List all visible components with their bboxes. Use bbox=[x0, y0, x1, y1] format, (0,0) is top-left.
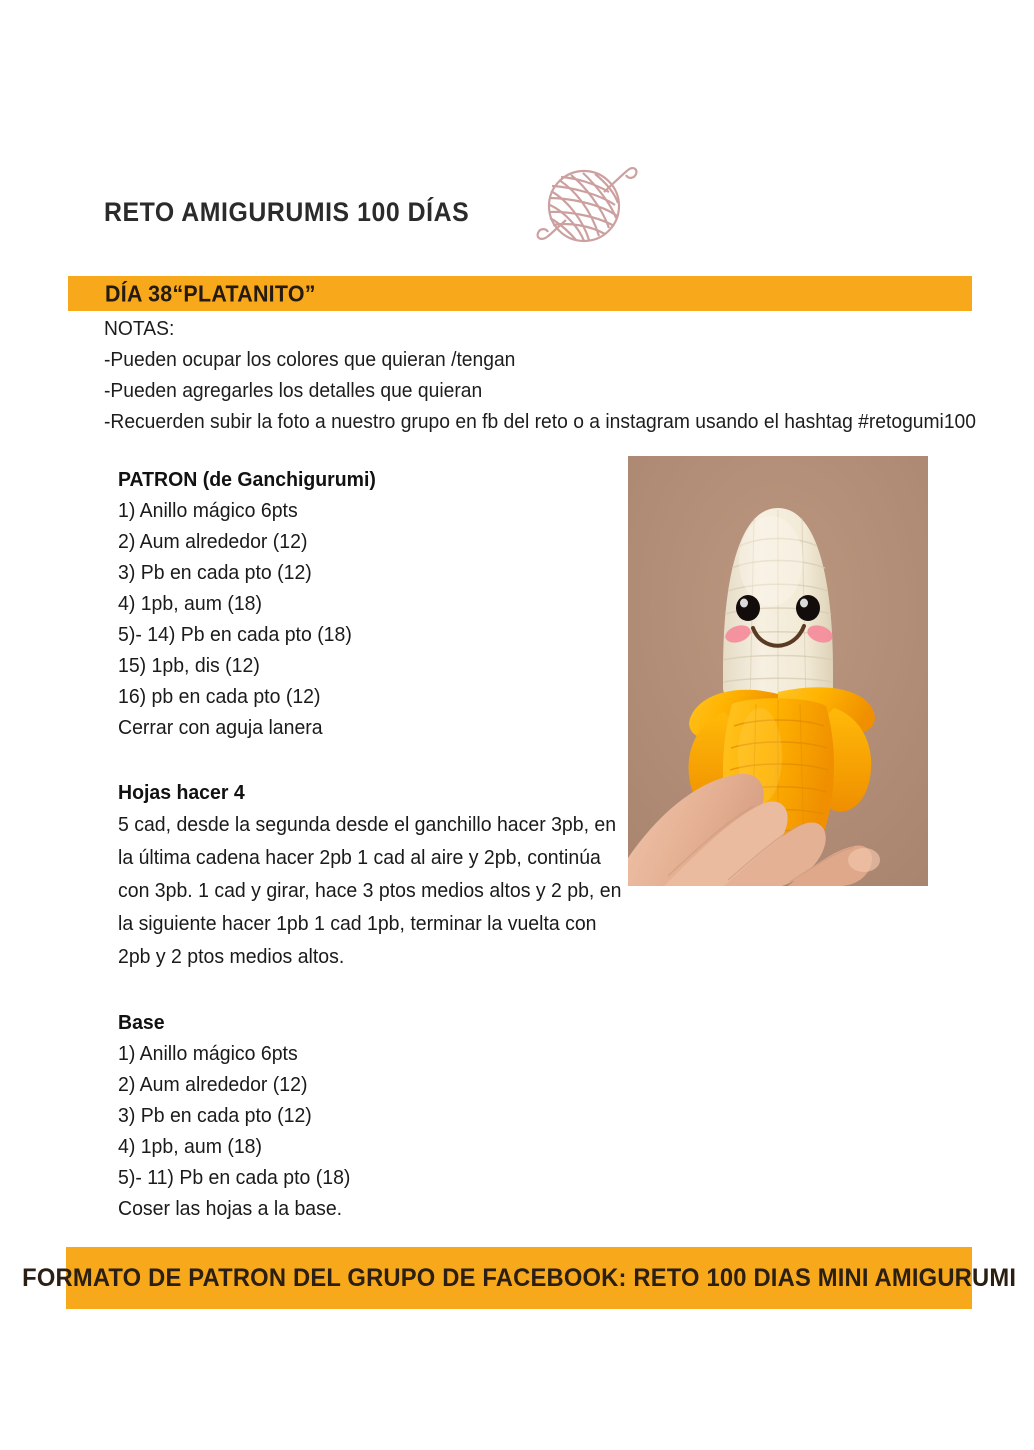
notes-block bbox=[104, 313, 976, 437]
pattern-row: 4) 1pb, aum (18) bbox=[118, 592, 262, 615]
base-heading: Base bbox=[118, 1011, 165, 1034]
leaves-heading: Hojas hacer 4 bbox=[118, 781, 245, 804]
pattern-row: 15) 1pb, dis (12) bbox=[118, 654, 260, 677]
notes-line: -Pueden ocupar los colores que quieran /tengan bbox=[104, 348, 516, 371]
page-title: RETO AMIGURUMIS 100 DÍAS bbox=[104, 196, 470, 227]
amigurumi-photo bbox=[628, 456, 928, 886]
pattern-heading: PATRON (de Ganchigurumi) bbox=[118, 468, 376, 491]
pattern-row: 16) pb en cada pto (12) bbox=[118, 685, 321, 708]
leaves-instructions: 5 cad, desde la segunda desde el ganchillo hacer 3pb, en la última cadena hacer 2pb 1 cad al aire y 2pb, continúa con 3pb. 1 cad y girar, hace 3 ptos medios altos y 2 pb, en la siguiente hacer 1pb 1 cad 1pb, terminar la vuelta con 2pb y 2 ptos medios altos. bbox=[118, 813, 622, 968]
pattern-row: 2) Aum alrededor (12) bbox=[118, 530, 308, 553]
notes-heading: NOTAS: bbox=[104, 317, 175, 340]
base-row: 5)- 11) Pb en cada pto (18) bbox=[118, 1166, 351, 1189]
base-row: Coser las hojas a la base. bbox=[118, 1197, 343, 1220]
pattern-content bbox=[118, 464, 622, 1224]
pattern-row: 5)- 14) Pb en cada pto (18) bbox=[118, 623, 352, 646]
pattern-row: 1) Anillo mágico 6pts bbox=[118, 499, 298, 522]
document-header bbox=[104, 172, 574, 252]
section-spacer bbox=[118, 973, 618, 1007]
section-spacer bbox=[118, 743, 618, 777]
footer-bar bbox=[22, 1247, 1016, 1309]
base-row: 3) Pb en cada pto (12) bbox=[118, 1104, 312, 1127]
pattern-row: Cerrar con aguja lanera bbox=[118, 716, 323, 739]
base-row: 4) 1pb, aum (18) bbox=[118, 1135, 262, 1158]
day-title-bar bbox=[68, 276, 972, 311]
footer-label: FORMATO DE PATRON DEL GRUPO DE FACEBOOK: RETO 100 DIAS MINI AMIGURUMI bbox=[22, 1263, 1016, 1292]
base-row: 2) Aum alrededor (12) bbox=[118, 1073, 308, 1096]
yarn-ball-icon bbox=[529, 158, 639, 254]
day-title-label: DÍA 38“PLATANITO” bbox=[105, 280, 316, 306]
base-row: 1) Anillo mágico 6pts bbox=[118, 1042, 298, 1065]
pattern-row: 3) Pb en cada pto (12) bbox=[118, 561, 312, 584]
notes-line: -Recuerden subir la foto a nuestro grupo en fb del reto o a instagram usando el hashtag #retogumi100 bbox=[104, 410, 976, 433]
notes-line: -Pueden agregarles los detalles que quieran bbox=[104, 379, 483, 402]
